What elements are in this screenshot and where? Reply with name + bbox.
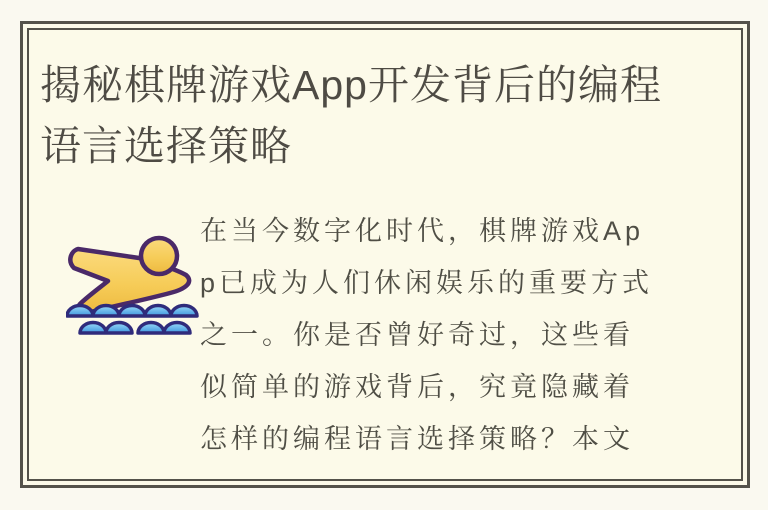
article-paragraph [200,205,692,465]
article-card [20,21,750,488]
paragraph-line: 怎样的编程语言选择策略？本文 [200,424,634,454]
paragraph-line: 似简单的游戏背后，究竟隐藏着 [200,372,634,402]
paragraph-line: 之一。你是否曾好奇过，这些看 [200,320,634,350]
paragraph-line: 在当今数字化时代，棋牌游戏Ap [200,216,645,246]
paragraph-line: p已成为人们休闲娱乐的重要方式 [200,268,654,298]
swimmer-icon [66,220,200,340]
article-title-line-2: 语言选择策略 [40,123,292,169]
article-title [40,55,734,177]
article-title-line-1: 揭秘棋牌游戏App开发背后的编程 [40,62,662,108]
